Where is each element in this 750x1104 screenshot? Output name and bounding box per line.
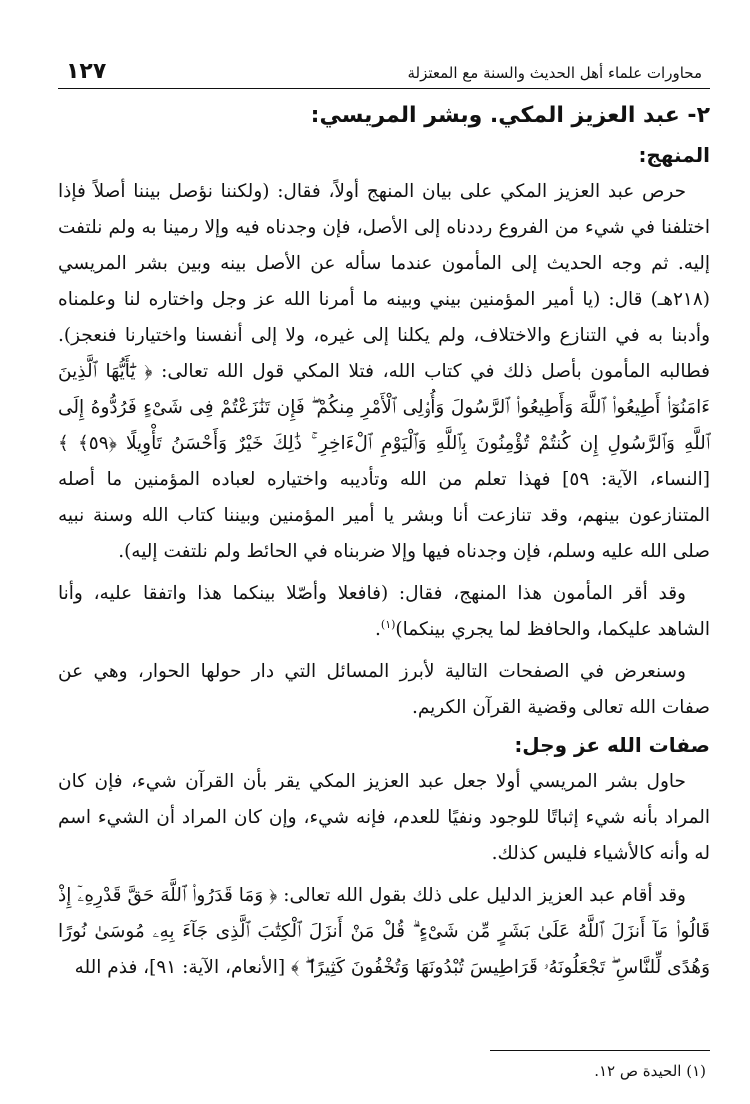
main-text	[58, 96, 710, 986]
paragraph-evidence-end: [الأنعام، الآية: ٩١]، فذم الله	[74, 957, 286, 978]
paragraph-evidence-text: وقد أقام عبد العزيز الدليل على ذلك بقول الله تعالى:	[283, 885, 686, 906]
attributes-heading: صفات الله عز وجل:	[514, 733, 710, 757]
paragraph-approval	[58, 576, 710, 648]
footnote-divider	[490, 1050, 710, 1051]
method-heading: المنهج:	[638, 143, 710, 167]
paragraph-evidence	[58, 878, 710, 986]
footnote: (١) الحيدة ص ١٢.	[594, 1062, 706, 1080]
paragraph-method-text: حرص عبد العزيز المكي على بيان المنهج أولاً، فقال: (ولكننا نؤصل بيننا أصلاً فإذا اختلفنا في شيء من الفروع رددناه إلى الأصل، فإن وجدناه فيه وإلا رمينا به ولم نلتفت إليه. ثم وجه الحديث إلى المأمون عندما سأله عن الأصل بينه وبين بشر المريسي (٢١٨هـ) قال: (يا أمير المؤمنين بيني وبينه ما أمرنا الله عز وجل واختاره لنا وعلمناه وأدبنا به في التنازع والاختلاف، ولم يكلنا إلى غيره، ولا إلى أنفسنا واختيارنا فنعجز). فطالبه المأمون بأصل ذلك في كتاب الله، فتلا المكي قول الله تعالى:	[58, 181, 711, 382]
quran-verse-nisa: ﴿ يَٰٓأَيُّهَا ٱلَّذِينَ ءَامَنُوٓا۟ أَطِيعُوا۟ ٱللَّهَ وَأَطِيعُوا۟ ٱلرَّسُولَ وَأُو۟لِى ٱلْأَمْرِ مِنكُمْ ۖ فَإِن تَنَٰزَعْتُمْ فِى شَىْءٍ فَرُدُّوهُ إِلَى ٱللَّهِ وَٱلرَّسُولِ إِن كُنتُمْ تُؤْمِنُونَ بِٱللَّهِ وَٱلْيَوْمِ ٱلْءَاخِرِ ۚ ذَٰلِكَ خَيْرٌ وَأَحْسَنُ تَأْوِيلًا ﴿٥٩﴾ ﴾	[58, 361, 710, 454]
running-title: محاورات علماء أهل الحديث والسنة مع المعتزلة	[407, 64, 702, 82]
quran-verse-anam: ﴿ وَمَا قَدَرُوا۟ ٱللَّهَ حَقَّ قَدْرِهِۦٓ إِذْ قَالُوا۟ مَآ أَنزَلَ ٱللَّهُ عَلَىٰ بَشَرٍ مِّن شَىْءٍ ۗ قُلْ مَنْ أَنزَلَ ٱلْكِتَٰبَ ٱلَّذِى جَآءَ بِهِۦ مُوسَىٰ نُورًا وَهُدًى لِّلنَّاسِ ۖ تَجْعَلُونَهُۥ قَرَاطِيسَ تُبْدُونَهَا وَتُخْفُونَ كَثِيرًا ۖ ﴾	[58, 885, 710, 978]
paragraph-overview	[58, 654, 710, 726]
paragraph-approval-text: وقد أقر المأمون هذا المنهج، فقال: (فافعلا وأصّلا بينكما هذا واتفقا عليه، وأنا الشاهد عليكما، والحافظ لما يجري بينكما)	[58, 583, 710, 640]
paragraph-thing-text: حاول بشر المريسي أولا جعل عبد العزيز المكي يقر بأن القرآن شيء، فإن كان المراد بأنه شيء إثباتًا للوجود ونفيًا للعدم، فإنه شيء، وإن كان المراد أن الشيء اسم له وأنه كالأشياء فليس كذلك.	[58, 771, 710, 864]
paragraph-approval-end: .	[375, 619, 381, 640]
paragraph-thing	[58, 764, 710, 872]
page-number: ١٢٧	[66, 59, 107, 84]
paragraph-overview-text: وسنعرض في الصفحات التالية لأبرز المسائل التي دار حولها الحوار، وهي عن صفات الله تعالى وقضية القرآن الكريم.	[58, 661, 710, 718]
paragraph-method-end: [النساء، الآية: ٥٩] فهذا تعلم من الله وتأديبه واختياره لعباده المؤمنين ما أصله المتنازعون بينهم، وقد تنازعت أنا وبشر يا أمير المؤمنين وبيننا كتاب الله وسنة نبيه صلى الله عليه وسلم، فإن وجدناه فيها وإلا ضربناه في الحائط ولم نلتفت إليه).	[58, 469, 711, 562]
section-title: ٢- عبد العزيز المكي. وبشر المريسي:	[310, 103, 710, 128]
footnote-reference: (١)	[380, 617, 396, 631]
paragraph-method	[58, 174, 710, 570]
page-header	[58, 50, 710, 89]
